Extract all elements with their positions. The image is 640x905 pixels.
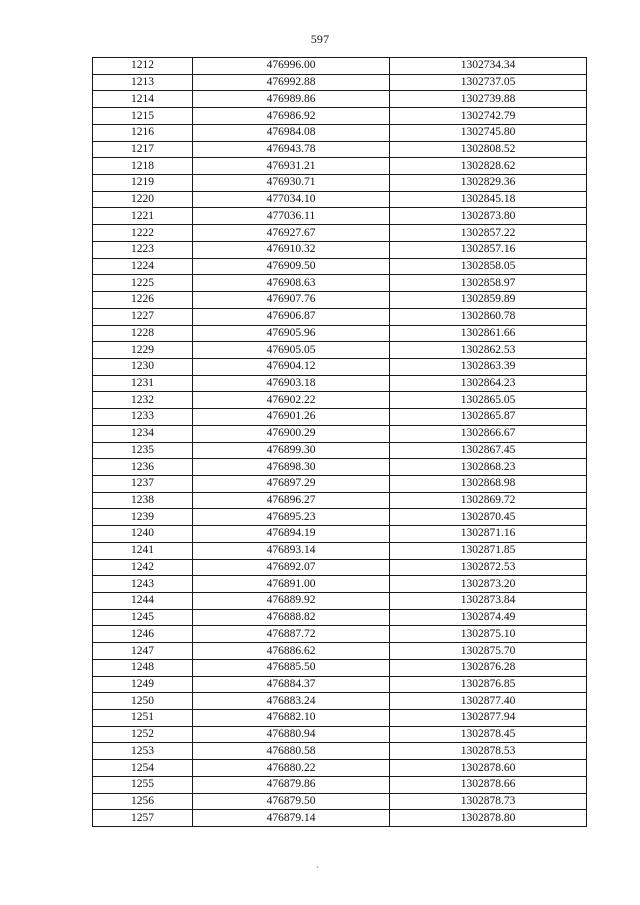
table-row bbox=[93, 793, 587, 810]
x-coordinate-cell: 477034.10 bbox=[193, 191, 390, 208]
y-coordinate-cell: 1302878.53 bbox=[390, 743, 587, 760]
y-coordinate-cell: 1302871.16 bbox=[390, 526, 587, 543]
point-number-cell: 1243 bbox=[93, 576, 193, 593]
x-coordinate-cell: 476989.86 bbox=[193, 91, 390, 108]
point-number-cell: 1244 bbox=[93, 593, 193, 610]
table-row bbox=[93, 459, 587, 476]
point-number-cell: 1226 bbox=[93, 292, 193, 309]
x-coordinate-cell: 476901.26 bbox=[193, 409, 390, 426]
point-number-cell: 1250 bbox=[93, 693, 193, 710]
x-coordinate-cell: 477036.11 bbox=[193, 208, 390, 225]
x-coordinate-cell: 476905.96 bbox=[193, 325, 390, 342]
table-row bbox=[93, 342, 587, 359]
y-coordinate-cell: 1302865.05 bbox=[390, 392, 587, 409]
x-coordinate-cell: 476943.78 bbox=[193, 141, 390, 158]
y-coordinate-cell: 1302739.88 bbox=[390, 91, 587, 108]
table-row bbox=[93, 58, 587, 75]
table-row bbox=[93, 308, 587, 325]
x-coordinate-cell: 476888.82 bbox=[193, 609, 390, 626]
x-coordinate-cell: 476927.67 bbox=[193, 225, 390, 242]
y-coordinate-cell: 1302875.70 bbox=[390, 643, 587, 660]
table-row bbox=[93, 710, 587, 727]
x-coordinate-cell: 476880.58 bbox=[193, 743, 390, 760]
point-number-cell: 1227 bbox=[93, 308, 193, 325]
table-row bbox=[93, 225, 587, 242]
table-row bbox=[93, 576, 587, 593]
y-coordinate-cell: 1302864.23 bbox=[390, 375, 587, 392]
point-number-cell: 1214 bbox=[93, 91, 193, 108]
x-coordinate-cell: 476889.92 bbox=[193, 593, 390, 610]
y-coordinate-cell: 1302868.98 bbox=[390, 475, 587, 492]
y-coordinate-cell: 1302868.23 bbox=[390, 459, 587, 476]
point-number-cell: 1245 bbox=[93, 609, 193, 626]
x-coordinate-cell: 476899.30 bbox=[193, 442, 390, 459]
point-number-cell: 1218 bbox=[93, 158, 193, 175]
table-row bbox=[93, 509, 587, 526]
y-coordinate-cell: 1302737.05 bbox=[390, 74, 587, 91]
y-coordinate-cell: 1302745.80 bbox=[390, 124, 587, 141]
point-number-cell: 1253 bbox=[93, 743, 193, 760]
point-number-cell: 1235 bbox=[93, 442, 193, 459]
y-coordinate-cell: 1302878.73 bbox=[390, 793, 587, 810]
point-number-cell: 1232 bbox=[93, 392, 193, 409]
y-coordinate-cell: 1302874.49 bbox=[390, 609, 587, 626]
x-coordinate-cell: 476900.29 bbox=[193, 425, 390, 442]
table-row bbox=[93, 275, 587, 292]
table-row bbox=[93, 208, 587, 225]
point-number-cell: 1257 bbox=[93, 810, 193, 827]
point-number-cell: 1217 bbox=[93, 141, 193, 158]
table-row bbox=[93, 292, 587, 309]
page-number: 597 bbox=[310, 32, 330, 46]
y-coordinate-cell: 1302861.66 bbox=[390, 325, 587, 342]
table-row bbox=[93, 91, 587, 108]
x-coordinate-cell: 476902.22 bbox=[193, 392, 390, 409]
coordinates-table-body bbox=[93, 58, 587, 827]
table-row bbox=[93, 375, 587, 392]
point-number-cell: 1229 bbox=[93, 342, 193, 359]
y-coordinate-cell: 1302878.66 bbox=[390, 776, 587, 793]
x-coordinate-cell: 476882.10 bbox=[193, 710, 390, 727]
y-coordinate-cell: 1302873.80 bbox=[390, 208, 587, 225]
x-coordinate-cell: 476896.27 bbox=[193, 492, 390, 509]
point-number-cell: 1233 bbox=[93, 409, 193, 426]
table-row bbox=[93, 743, 587, 760]
y-coordinate-cell: 1302742.79 bbox=[390, 108, 587, 125]
x-coordinate-cell: 476908.63 bbox=[193, 275, 390, 292]
x-coordinate-cell: 476986.92 bbox=[193, 108, 390, 125]
y-coordinate-cell: 1302872.53 bbox=[390, 559, 587, 576]
x-coordinate-cell: 476880.94 bbox=[193, 726, 390, 743]
x-coordinate-cell: 476879.50 bbox=[193, 793, 390, 810]
table-row bbox=[93, 358, 587, 375]
y-coordinate-cell: 1302808.52 bbox=[390, 141, 587, 158]
point-number-cell: 1248 bbox=[93, 659, 193, 676]
table-row bbox=[93, 392, 587, 409]
point-number-cell: 1223 bbox=[93, 241, 193, 258]
point-number-cell: 1237 bbox=[93, 475, 193, 492]
y-coordinate-cell: 1302878.45 bbox=[390, 726, 587, 743]
table-row bbox=[93, 158, 587, 175]
table-row bbox=[93, 760, 587, 777]
x-coordinate-cell: 476894.19 bbox=[193, 526, 390, 543]
table-row bbox=[93, 325, 587, 342]
table-row bbox=[93, 693, 587, 710]
x-coordinate-cell: 476884.37 bbox=[193, 676, 390, 693]
point-number-cell: 1220 bbox=[93, 191, 193, 208]
table-row bbox=[93, 726, 587, 743]
y-coordinate-cell: 1302875.10 bbox=[390, 626, 587, 643]
point-number-cell: 1219 bbox=[93, 175, 193, 192]
x-coordinate-cell: 476992.88 bbox=[193, 74, 390, 91]
y-coordinate-cell: 1302857.22 bbox=[390, 225, 587, 242]
y-coordinate-cell: 1302871.85 bbox=[390, 542, 587, 559]
y-coordinate-cell: 1302873.20 bbox=[390, 576, 587, 593]
table-row bbox=[93, 659, 587, 676]
x-coordinate-cell: 476892.07 bbox=[193, 559, 390, 576]
point-number-cell: 1251 bbox=[93, 710, 193, 727]
table-row bbox=[93, 609, 587, 626]
point-number-cell: 1228 bbox=[93, 325, 193, 342]
y-coordinate-cell: 1302877.40 bbox=[390, 693, 587, 710]
x-coordinate-cell: 476905.05 bbox=[193, 342, 390, 359]
point-number-cell: 1256 bbox=[93, 793, 193, 810]
table-row bbox=[93, 542, 587, 559]
footer-mark: ˏ bbox=[316, 858, 319, 868]
y-coordinate-cell: 1302877.94 bbox=[390, 710, 587, 727]
x-coordinate-cell: 476891.00 bbox=[193, 576, 390, 593]
point-number-cell: 1241 bbox=[93, 542, 193, 559]
point-number-cell: 1246 bbox=[93, 626, 193, 643]
x-coordinate-cell: 476893.14 bbox=[193, 542, 390, 559]
y-coordinate-cell: 1302878.60 bbox=[390, 760, 587, 777]
point-number-cell: 1247 bbox=[93, 643, 193, 660]
x-coordinate-cell: 476984.08 bbox=[193, 124, 390, 141]
x-coordinate-cell: 476898.30 bbox=[193, 459, 390, 476]
point-number-cell: 1221 bbox=[93, 208, 193, 225]
y-coordinate-cell: 1302734.34 bbox=[390, 58, 587, 75]
x-coordinate-cell: 476906.87 bbox=[193, 308, 390, 325]
table-row bbox=[93, 175, 587, 192]
table-row bbox=[93, 409, 587, 426]
y-coordinate-cell: 1302870.45 bbox=[390, 509, 587, 526]
table-row bbox=[93, 191, 587, 208]
point-number-cell: 1222 bbox=[93, 225, 193, 242]
y-coordinate-cell: 1302876.85 bbox=[390, 676, 587, 693]
y-coordinate-cell: 1302865.87 bbox=[390, 409, 587, 426]
y-coordinate-cell: 1302858.97 bbox=[390, 275, 587, 292]
x-coordinate-cell: 476909.50 bbox=[193, 258, 390, 275]
y-coordinate-cell: 1302873.84 bbox=[390, 593, 587, 610]
table-row bbox=[93, 124, 587, 141]
x-coordinate-cell: 476996.00 bbox=[193, 58, 390, 75]
point-number-cell: 1230 bbox=[93, 358, 193, 375]
y-coordinate-cell: 1302857.16 bbox=[390, 241, 587, 258]
x-coordinate-cell: 476887.72 bbox=[193, 626, 390, 643]
table-row bbox=[93, 810, 587, 827]
point-number-cell: 1249 bbox=[93, 676, 193, 693]
table-row bbox=[93, 593, 587, 610]
point-number-cell: 1254 bbox=[93, 760, 193, 777]
x-coordinate-cell: 476895.23 bbox=[193, 509, 390, 526]
table-row bbox=[93, 108, 587, 125]
table-row bbox=[93, 475, 587, 492]
table-row bbox=[93, 141, 587, 158]
y-coordinate-cell: 1302860.78 bbox=[390, 308, 587, 325]
table-row bbox=[93, 676, 587, 693]
point-number-cell: 1234 bbox=[93, 425, 193, 442]
table-row bbox=[93, 776, 587, 793]
table-row bbox=[93, 442, 587, 459]
table-row bbox=[93, 425, 587, 442]
x-coordinate-cell: 476885.50 bbox=[193, 659, 390, 676]
point-number-cell: 1213 bbox=[93, 74, 193, 91]
point-number-cell: 1240 bbox=[93, 526, 193, 543]
x-coordinate-cell: 476880.22 bbox=[193, 760, 390, 777]
y-coordinate-cell: 1302828.62 bbox=[390, 158, 587, 175]
y-coordinate-cell: 1302829.36 bbox=[390, 175, 587, 192]
table-row bbox=[93, 626, 587, 643]
point-number-cell: 1216 bbox=[93, 124, 193, 141]
point-number-cell: 1239 bbox=[93, 509, 193, 526]
x-coordinate-cell: 476879.86 bbox=[193, 776, 390, 793]
x-coordinate-cell: 476879.14 bbox=[193, 810, 390, 827]
y-coordinate-cell: 1302876.28 bbox=[390, 659, 587, 676]
x-coordinate-cell: 476886.62 bbox=[193, 643, 390, 660]
table-row bbox=[93, 241, 587, 258]
coordinates-table bbox=[92, 57, 587, 827]
x-coordinate-cell: 476907.76 bbox=[193, 292, 390, 309]
y-coordinate-cell: 1302858.05 bbox=[390, 258, 587, 275]
table-row bbox=[93, 526, 587, 543]
point-number-cell: 1242 bbox=[93, 559, 193, 576]
x-coordinate-cell: 476883.24 bbox=[193, 693, 390, 710]
point-number-cell: 1238 bbox=[93, 492, 193, 509]
y-coordinate-cell: 1302862.53 bbox=[390, 342, 587, 359]
table-row bbox=[93, 492, 587, 509]
y-coordinate-cell: 1302863.39 bbox=[390, 358, 587, 375]
y-coordinate-cell: 1302867.45 bbox=[390, 442, 587, 459]
y-coordinate-cell: 1302869.72 bbox=[390, 492, 587, 509]
table-row bbox=[93, 258, 587, 275]
point-number-cell: 1215 bbox=[93, 108, 193, 125]
y-coordinate-cell: 1302859.89 bbox=[390, 292, 587, 309]
x-coordinate-cell: 476904.12 bbox=[193, 358, 390, 375]
point-number-cell: 1255 bbox=[93, 776, 193, 793]
table-row bbox=[93, 643, 587, 660]
table-row bbox=[93, 74, 587, 91]
point-number-cell: 1225 bbox=[93, 275, 193, 292]
y-coordinate-cell: 1302878.80 bbox=[390, 810, 587, 827]
point-number-cell: 1236 bbox=[93, 459, 193, 476]
point-number-cell: 1252 bbox=[93, 726, 193, 743]
y-coordinate-cell: 1302866.67 bbox=[390, 425, 587, 442]
x-coordinate-cell: 476910.32 bbox=[193, 241, 390, 258]
x-coordinate-cell: 476903.18 bbox=[193, 375, 390, 392]
point-number-cell: 1231 bbox=[93, 375, 193, 392]
x-coordinate-cell: 476897.29 bbox=[193, 475, 390, 492]
table-row bbox=[93, 559, 587, 576]
point-number-cell: 1224 bbox=[93, 258, 193, 275]
point-number-cell: 1212 bbox=[93, 58, 193, 75]
x-coordinate-cell: 476931.21 bbox=[193, 158, 390, 175]
x-coordinate-cell: 476930.71 bbox=[193, 175, 390, 192]
y-coordinate-cell: 1302845.18 bbox=[390, 191, 587, 208]
